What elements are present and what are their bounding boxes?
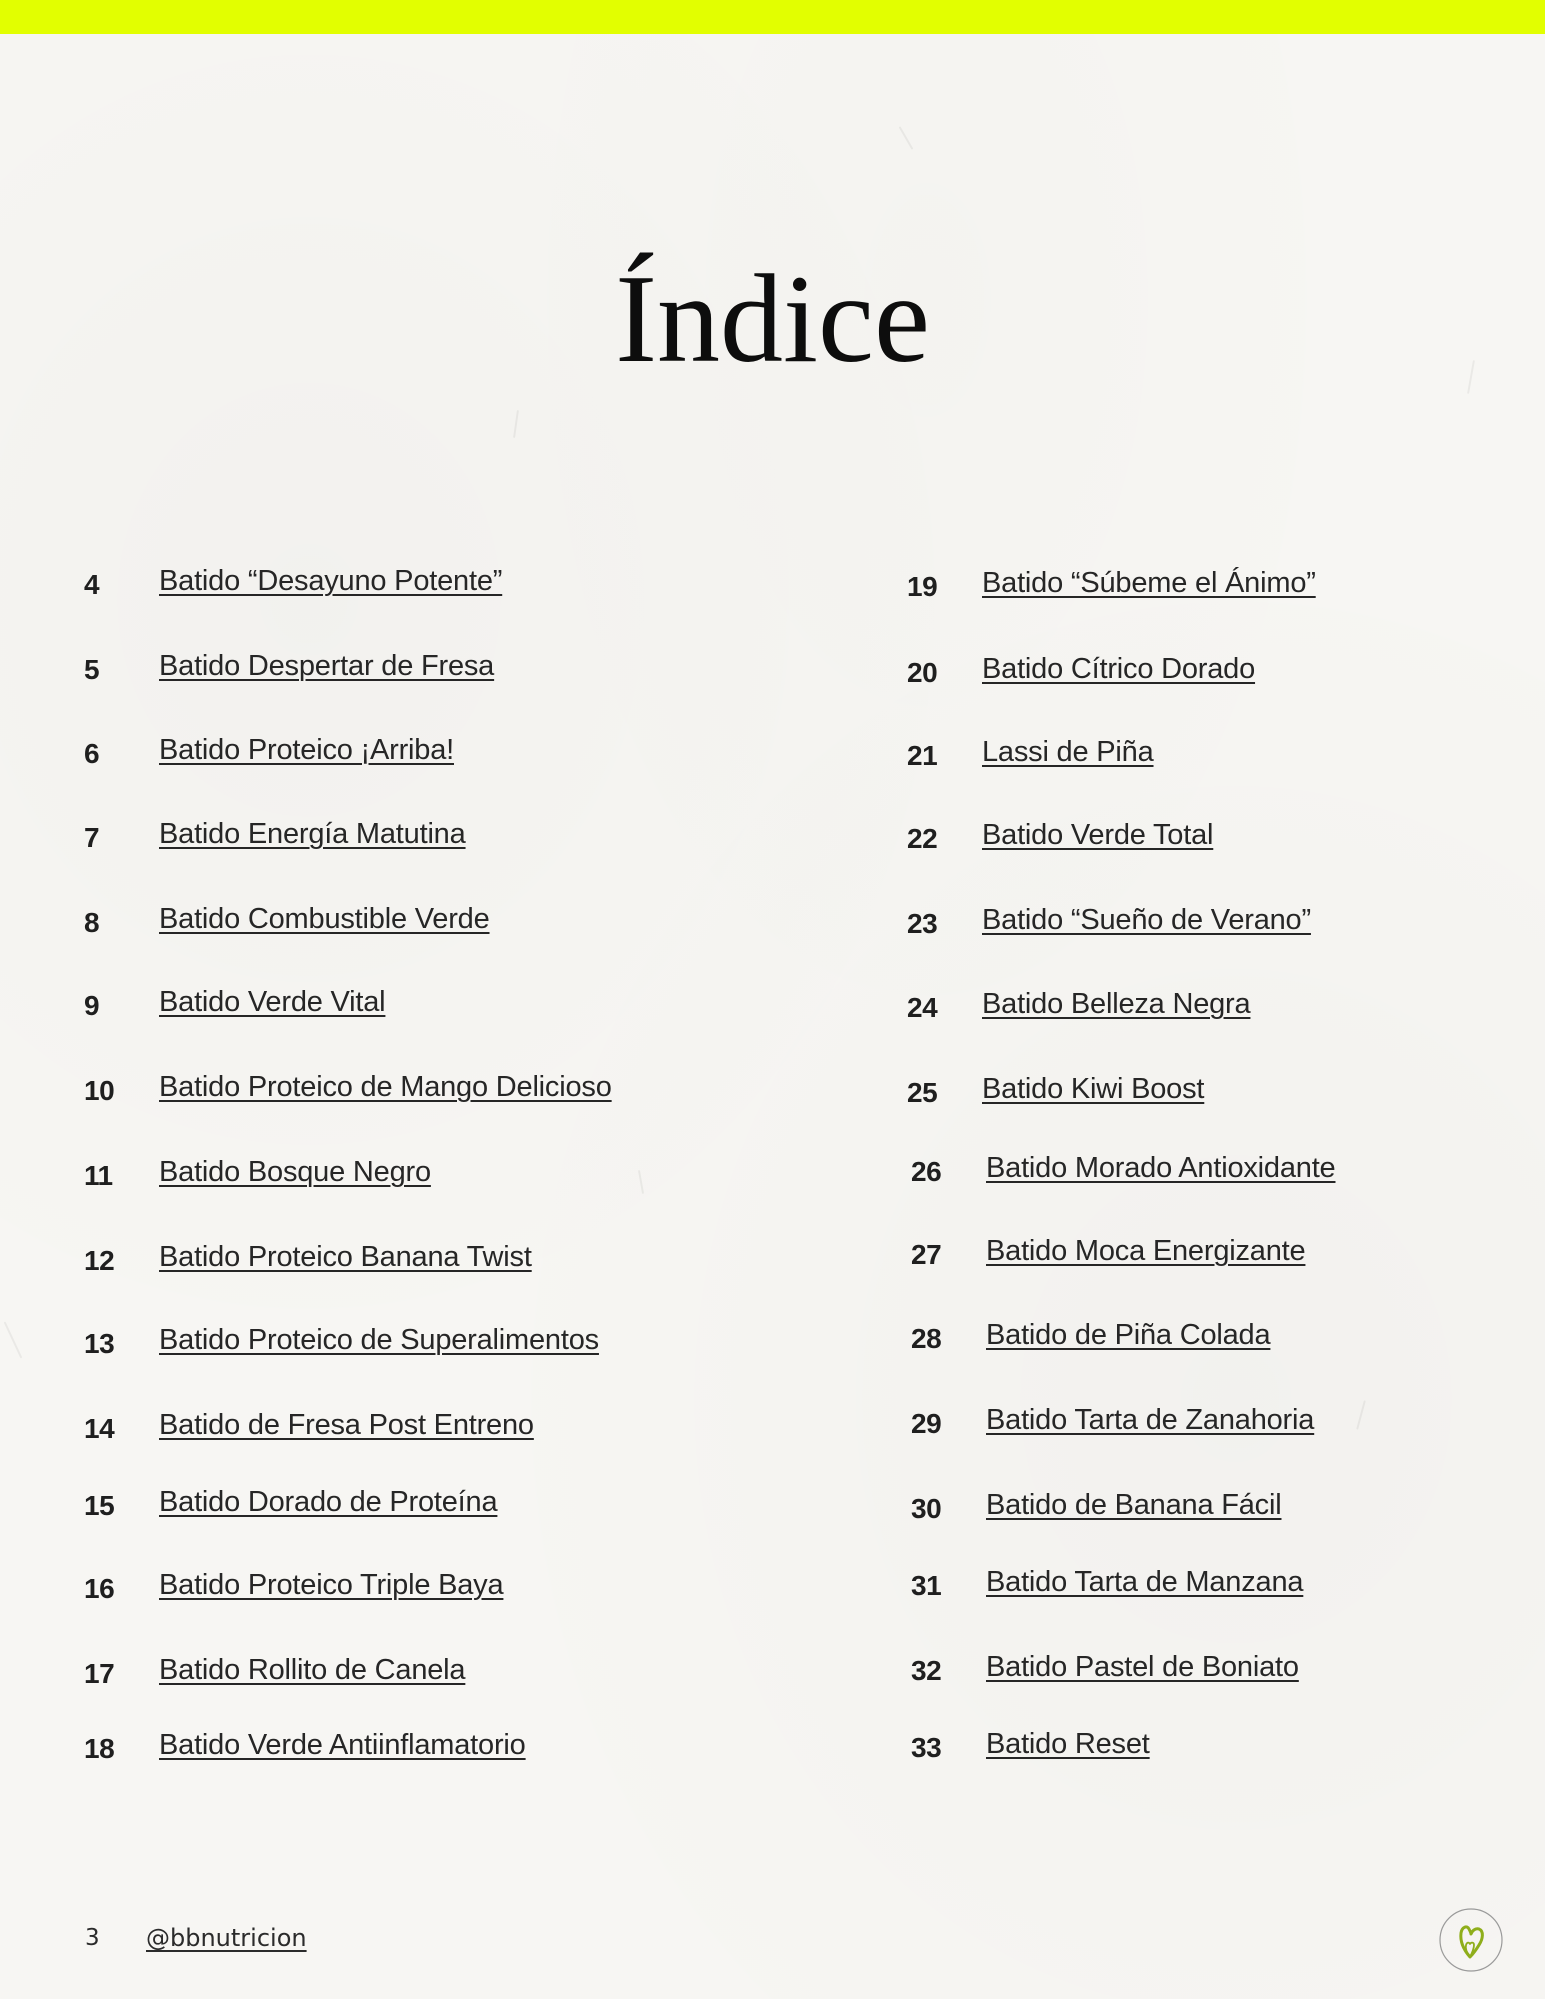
- page-title: Índice: [615, 250, 930, 389]
- toc-page-number: 32: [911, 1655, 942, 1686]
- toc-page-number: 11: [84, 1160, 113, 1191]
- toc-link[interactable]: Batido Rollito de Canela: [159, 1654, 466, 1686]
- toc-page-number: 27: [911, 1239, 942, 1270]
- toc-page-number: 6: [84, 738, 100, 769]
- toc-link[interactable]: Batido Proteico Triple Baya: [159, 1569, 504, 1601]
- paper-fiber: [513, 410, 519, 438]
- toc-page-number: 23: [907, 908, 938, 939]
- toc-link[interactable]: Batido Pastel de Boniato: [986, 1651, 1299, 1683]
- toc-page-number: 25: [907, 1077, 938, 1108]
- paper-fiber: [899, 126, 914, 150]
- toc-page-number: 14: [84, 1413, 115, 1444]
- toc-page-number: 9: [84, 990, 100, 1021]
- toc-page-number: 13: [84, 1328, 115, 1359]
- footer-social-handle-link[interactable]: @bbnutricion: [146, 1924, 307, 1952]
- toc-link[interactable]: Batido “Súbeme el Ánimo”: [982, 567, 1316, 599]
- toc-link[interactable]: Batido “Desayuno Potente”: [159, 565, 503, 597]
- toc-page-number: 19: [907, 571, 938, 602]
- toc-page-number: 8: [84, 907, 100, 938]
- toc-link[interactable]: Batido Tarta de Zanahoria: [986, 1404, 1315, 1436]
- toc-link[interactable]: Batido Cítrico Dorado: [982, 653, 1256, 685]
- toc-link[interactable]: Batido Belleza Negra: [982, 988, 1251, 1020]
- toc-link[interactable]: Batido Verde Vital: [159, 986, 386, 1018]
- toc-link[interactable]: Batido Morado Antioxidante: [986, 1152, 1336, 1184]
- toc-link[interactable]: Batido Dorado de Proteína: [159, 1486, 498, 1518]
- toc-page-number: 5: [84, 654, 100, 685]
- toc-page-number: 33: [911, 1732, 942, 1763]
- toc-link[interactable]: Batido Tarta de Manzana: [986, 1566, 1304, 1598]
- toc-page-number: 12: [84, 1245, 115, 1276]
- toc-page-number: 30: [911, 1493, 942, 1524]
- toc-link[interactable]: Batido Proteico de Superalimentos: [159, 1324, 599, 1356]
- toc-link[interactable]: Lassi de Piña: [982, 736, 1154, 768]
- toc-page-number: 21: [907, 740, 938, 771]
- toc-page-number: 31: [911, 1570, 942, 1601]
- toc-link[interactable]: Batido Verde Antiinflamatorio: [159, 1729, 526, 1761]
- toc-link[interactable]: Batido de Fresa Post Entreno: [159, 1409, 534, 1441]
- toc-link[interactable]: Batido Energía Matutina: [159, 818, 466, 850]
- toc-page-number: 10: [84, 1075, 115, 1106]
- paper-fiber: [638, 1170, 644, 1194]
- toc-link[interactable]: Batido Combustible Verde: [159, 903, 490, 935]
- paper-fiber: [1356, 1400, 1366, 1429]
- toc-page-number: 28: [911, 1323, 942, 1354]
- toc-page-number: 29: [911, 1408, 942, 1439]
- toc-link[interactable]: Batido Bosque Negro: [159, 1156, 431, 1188]
- toc-page-number: 17: [84, 1658, 115, 1689]
- toc-link[interactable]: Batido de Piña Colada: [986, 1319, 1271, 1351]
- toc-page-number: 4: [84, 569, 100, 600]
- footer-page-number: 3: [85, 1925, 100, 1951]
- toc-page-number: 7: [84, 822, 100, 853]
- toc-link[interactable]: Batido “Sueño de Verano”: [982, 904, 1311, 936]
- accent-top-bar: [0, 0, 1545, 34]
- toc-link[interactable]: Batido Kiwi Boost: [982, 1073, 1205, 1105]
- toc-page-number: 24: [907, 992, 938, 1023]
- toc-link[interactable]: Batido Moca Energizante: [986, 1235, 1306, 1267]
- toc-page-number: 26: [911, 1156, 942, 1187]
- toc-link[interactable]: Batido Proteico de Mango Delicioso: [159, 1071, 612, 1103]
- paper-fiber: [4, 1321, 23, 1358]
- toc-link[interactable]: Batido Despertar de Fresa: [159, 650, 495, 682]
- toc-page-number: 15: [84, 1490, 115, 1521]
- toc-page-number: 20: [907, 657, 938, 688]
- toc-page-number: 16: [84, 1573, 115, 1604]
- toc-link[interactable]: Batido Proteico Banana Twist: [159, 1241, 532, 1273]
- toc-link[interactable]: Batido de Banana Fácil: [986, 1489, 1282, 1521]
- heart-logo-icon: [1439, 1908, 1503, 1972]
- toc-page-number: 22: [907, 823, 938, 854]
- toc-link[interactable]: Batido Proteico ¡Arriba!: [159, 734, 454, 766]
- toc-link[interactable]: Batido Reset: [986, 1728, 1150, 1760]
- toc-link[interactable]: Batido Verde Total: [982, 819, 1214, 851]
- toc-page-number: 18: [84, 1733, 115, 1764]
